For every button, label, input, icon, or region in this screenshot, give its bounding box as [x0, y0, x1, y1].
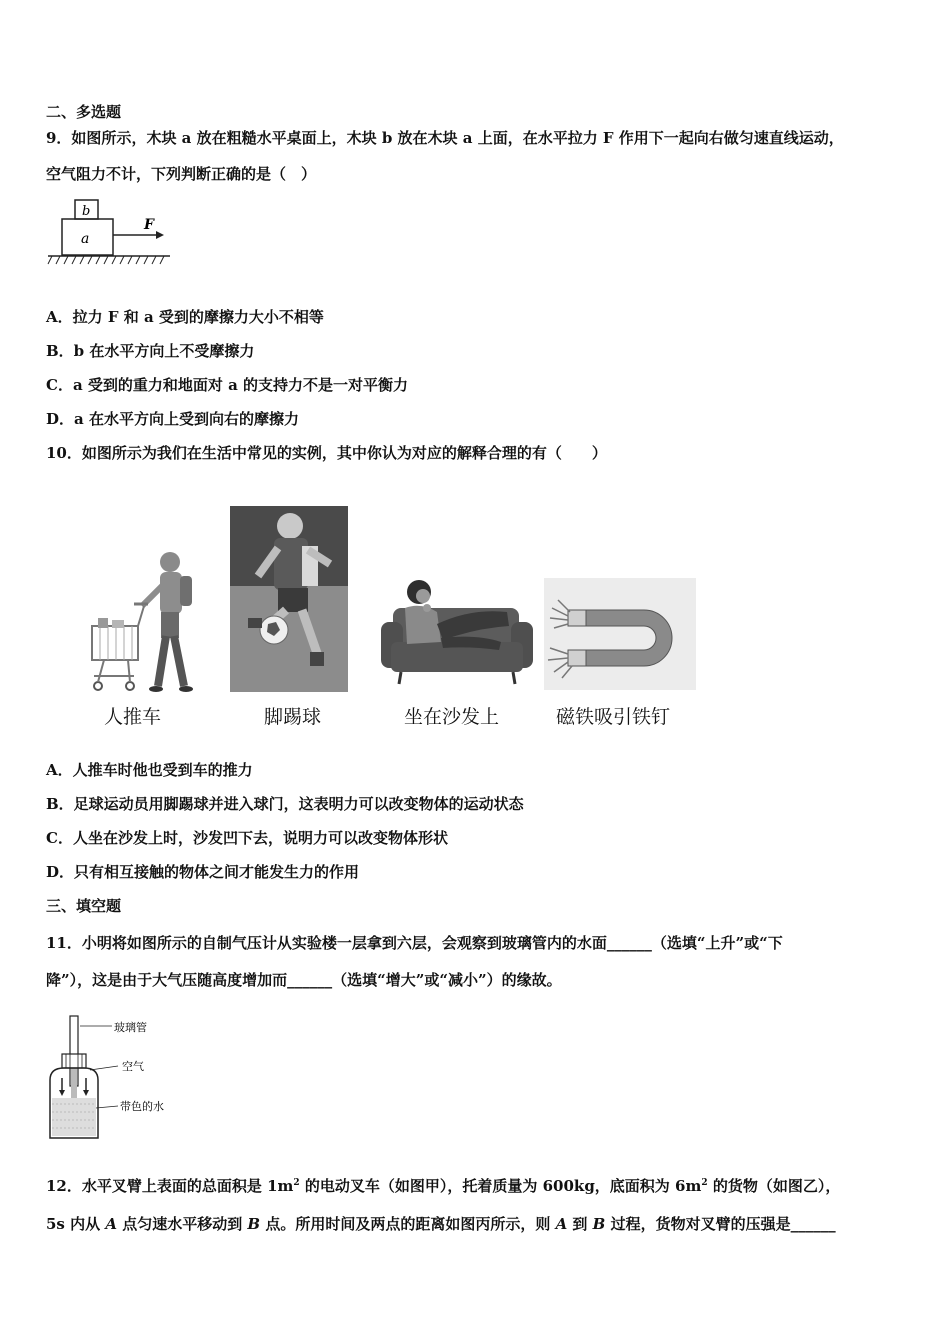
- q10-stem: 10．如图所示为我们在生活中常见的实例，其中你认为对应的解释合理的有（ ）: [46, 444, 607, 462]
- q9-option-c: C．a 受到的重力和地面对 a 的支持力不是一对平衡力: [46, 376, 409, 394]
- q11-stem-line1: 11．小明将如图所示的自制气压计从实验楼一层拿到六层，会观察到玻璃管内的水面______（选填“上升”或“下: [46, 934, 783, 952]
- q10-option-b: B．足球运动员用脚踢球并进入球门，这表明力可以改变物体的运动状态: [46, 795, 524, 813]
- ground-hatching: [48, 256, 164, 264]
- label-F: F: [144, 217, 154, 233]
- person-on-sofa-image: [381, 578, 535, 690]
- barometer-diagram: [44, 1012, 204, 1144]
- section-title-multiple-choice: 二、多选题: [46, 103, 122, 121]
- caption-sitting-on-sofa: 坐在沙发上: [404, 706, 500, 728]
- q9-option-b: B．b 在水平方向上不受摩擦力: [46, 342, 255, 360]
- q11-stem-line2: 降”），这是由于大气压随高度增加而______（选填“增大”或“减小”）的缘故。: [46, 971, 562, 989]
- q12-stem-line1: 12．水平叉臂上表面的总面积是 $1m^2$ 的电动叉车（如图甲），托着质量为 600kg，底面积为 $6m^2$ 的货物（如图乙），: [46, 1177, 841, 1195]
- q9-stem-line2: 空气阻力不计，下列判断正确的是（ ）: [46, 165, 317, 183]
- q9-block-diagram: [46, 198, 176, 270]
- q10-option-d: D．只有相互接触的物体之间才能发生力的作用: [46, 863, 360, 881]
- q9-stem-line1: 9．如图所示，木块 a 放在粗糙水平桌面上，木块 b 放在木块 a 上面，在水平拉力 F 作用下一起向右做匀速直线运动，: [46, 129, 844, 147]
- caption-magnet-nails: 磁铁吸引铁钉: [556, 706, 671, 728]
- q10-option-c: C．人坐在沙发上时，沙发凹下去，说明力可以改变物体形状: [46, 829, 448, 847]
- label-glass-tube: 玻璃管: [114, 1021, 147, 1034]
- q10-option-a: A．人推车时他也受到车的推力: [46, 761, 253, 779]
- q9-option-a: A．拉力 F 和 a 受到的摩擦力大小不相等: [46, 308, 324, 326]
- label-b: b: [82, 204, 91, 219]
- caption-kicking-ball: 脚踢球: [264, 706, 322, 728]
- label-a: a: [81, 231, 90, 247]
- boy-kicking-ball-image: [230, 506, 348, 692]
- label-colored-water: 带色的水: [120, 1100, 164, 1113]
- magnet-attracting-nails-image: [544, 578, 696, 690]
- person-pushing-cart-image: [84, 548, 204, 696]
- stopper: [62, 1054, 86, 1068]
- q9-option-d: D．a 在水平方向上受到向右的摩擦力: [46, 410, 299, 428]
- q12-stem-line2: 5s 内从 A 点匀速水平移动到 B 点。所用时间及两点的距离如图丙所示，则 A 到 B 过程，货物对叉臂的压强是______: [46, 1215, 836, 1233]
- section-title-fill-in: 三、填空题: [46, 897, 122, 915]
- label-air: 空气: [122, 1060, 144, 1073]
- caption-person-pushing-cart: 人推车: [104, 706, 162, 728]
